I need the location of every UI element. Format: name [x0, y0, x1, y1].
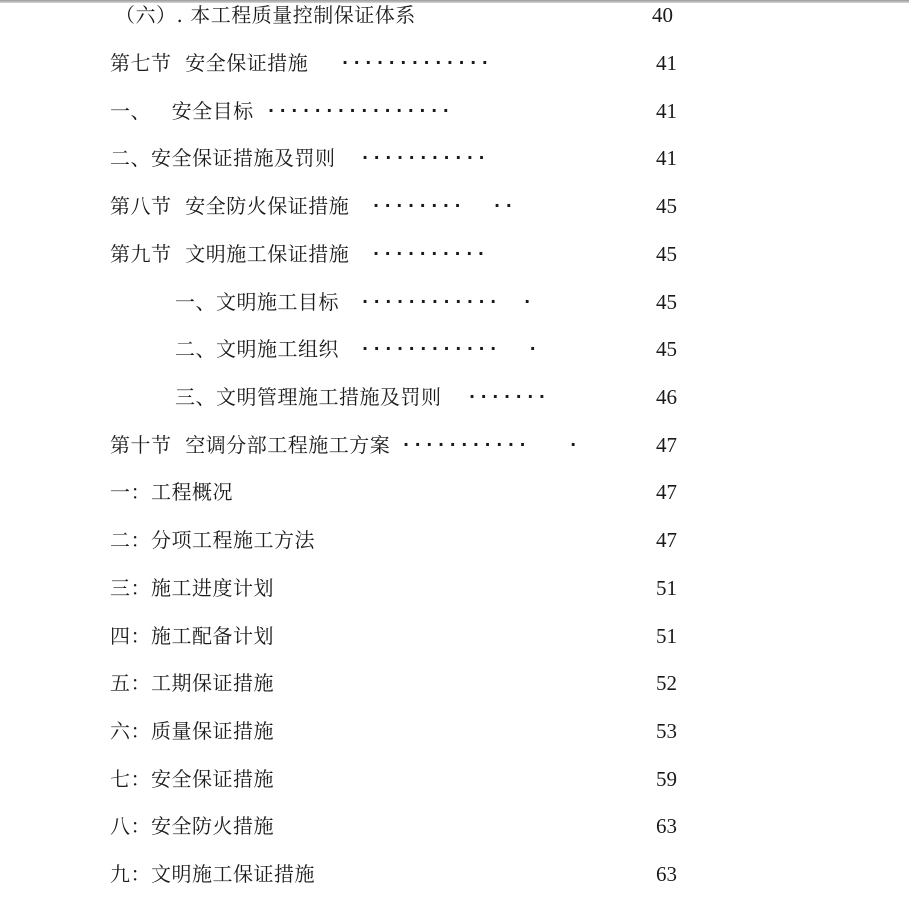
toc-entry-title: 第七节 安全保证措施: [110, 51, 309, 75]
toc-entry[interactable]: [0, 0, 909, 35]
toc-entry[interactable]: [0, 854, 909, 894]
toc-leader-dots: · · · · · · · · · · · · ·: [362, 292, 531, 311]
toc-entry-page: 52: [656, 671, 677, 695]
toc-entry-page: 41: [656, 51, 677, 75]
toc-entry[interactable]: [0, 377, 909, 417]
toc-entry-page: 45: [656, 194, 677, 218]
toc-entry[interactable]: [0, 759, 909, 799]
toc-entry-page: 45: [656, 242, 677, 266]
toc-entry[interactable]: [0, 616, 909, 656]
toc-entry[interactable]: [0, 425, 909, 465]
toc-entry[interactable]: [0, 186, 909, 226]
toc-entry-title: 一、 安全目标: [110, 99, 254, 123]
toc-leader-dots: · · · · · · · · · · ·: [362, 148, 485, 167]
toc-leader-dots: · · · · · · · · · ·: [373, 196, 512, 215]
toc-entry-title: 八：安全防火措施: [110, 814, 274, 838]
toc-leader-dots: · · · · · · · · · · · · ·: [342, 53, 488, 72]
toc-entry[interactable]: [0, 329, 909, 369]
toc-entry[interactable]: [0, 43, 909, 83]
toc-entry-title: 二、安全保证措施及罚则: [110, 146, 336, 170]
toc-leader-dots: · · · · · · ·: [469, 387, 545, 406]
toc-entry[interactable]: [0, 520, 909, 560]
toc-entry-page: 47: [656, 433, 677, 457]
toc-entry-title: 第九节 文明施工保证措施: [110, 242, 350, 266]
toc-entry-title: （六）. 本工程质量控制保证体系: [115, 3, 416, 27]
toc-entry[interactable]: [0, 472, 909, 512]
toc-entry-title: 三、文明管理施工措施及罚则: [175, 385, 442, 409]
toc-entry[interactable]: [0, 568, 909, 608]
toc-entry-page: 63: [656, 814, 677, 838]
toc-entry[interactable]: [0, 711, 909, 751]
toc-entry-page: 47: [656, 528, 677, 552]
toc-entry-title: 四：施工配备计划: [110, 624, 274, 648]
toc-entry-title: 三：施工进度计划: [110, 576, 274, 600]
toc-entry[interactable]: [0, 91, 909, 131]
toc-entry[interactable]: [0, 282, 909, 322]
toc-entry-page: 45: [656, 290, 677, 314]
toc-entry-page: 47: [656, 480, 677, 504]
toc-entry-title: 六：质量保证措施: [110, 719, 274, 743]
toc-entry-page: 41: [656, 146, 677, 170]
toc-entry[interactable]: [0, 806, 909, 846]
toc-entry-title: 七：安全保证措施: [110, 767, 274, 791]
toc-leader-dots: · · · · · · · · · · · · ·: [362, 339, 536, 358]
toc-leader-dots: · · · · · · · · · · · · · · · ·: [268, 101, 449, 120]
toc-entry-title: 五：工期保证措施: [110, 671, 274, 695]
toc-entry-title: 第八节 安全防火保证措施: [110, 194, 350, 218]
toc-entry-title: 一：工程概况: [110, 480, 233, 504]
toc-entry-title: 二：分项工程施工方法: [110, 528, 315, 552]
toc-entry-page: 46: [656, 385, 677, 409]
toc-entry-page: 41: [656, 99, 677, 123]
toc-entry-title: 第十节 空调分部工程施工方案: [110, 433, 391, 457]
toc-entry-page: 63: [656, 862, 677, 886]
toc-entry[interactable]: [0, 663, 909, 703]
toc-entry-title: 二、文明施工组织: [175, 337, 339, 361]
toc-entry-page: 59: [656, 767, 677, 791]
toc-entry-page: 45: [656, 337, 677, 361]
toc-entry-title: 九：文明施工保证措施: [110, 862, 315, 886]
toc-entry-page: 40: [652, 3, 673, 27]
toc-entry[interactable]: [0, 138, 909, 178]
toc-entry-page: 53: [656, 719, 677, 743]
toc-entry[interactable]: [0, 234, 909, 274]
toc-entry-page: 51: [656, 576, 677, 600]
toc-leader-dots: · · · · · · · · · ·: [373, 244, 484, 263]
toc-leader-dots: · · · · · · · · · · · ·: [403, 435, 577, 454]
toc-entry-page: 51: [656, 624, 677, 648]
toc-entry-title: 一、文明施工目标: [175, 290, 339, 314]
